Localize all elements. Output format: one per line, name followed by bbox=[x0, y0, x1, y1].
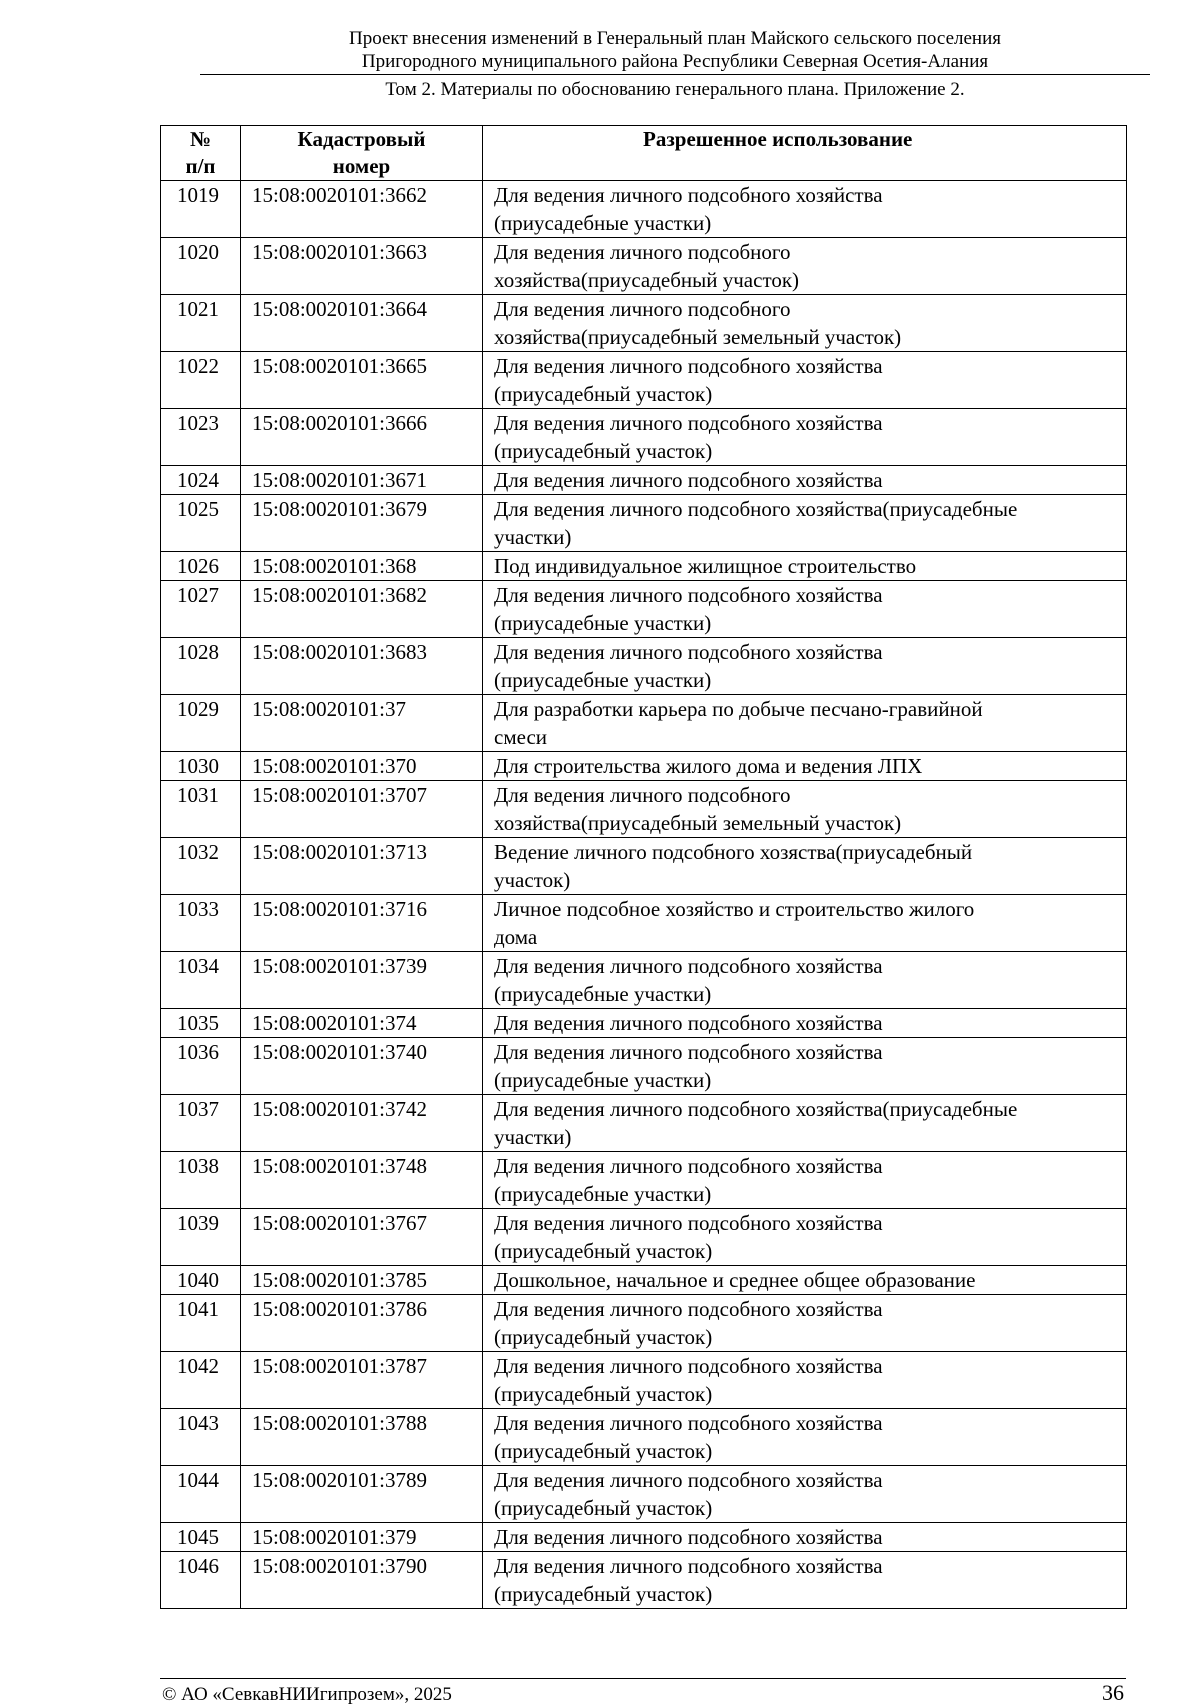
table-row bbox=[161, 752, 1127, 781]
permitted-use-line: Для ведения личного подсобного хозяйства bbox=[494, 1297, 883, 1321]
table-row bbox=[161, 238, 1127, 295]
permitted-use-line: Для ведения личного подсобного хозяйства bbox=[494, 1554, 883, 1578]
permitted-use-line: (приусадебный участок) bbox=[494, 1439, 713, 1463]
row-number-cell: 1019 bbox=[161, 181, 241, 238]
permitted-use-line: Для ведения личного подсобного хозяйства bbox=[494, 1354, 883, 1378]
permitted-use-line: Для ведения личного подсобного хозяйства bbox=[494, 468, 883, 492]
permitted-use-line: (приусадебный участок) bbox=[494, 1325, 713, 1349]
permitted-use-cell bbox=[483, 181, 1127, 238]
row-number-cell: 1045 bbox=[161, 1523, 241, 1552]
permitted-use-line: Для ведения личного подсобного bbox=[494, 783, 791, 807]
permitted-use-cell bbox=[483, 1523, 1127, 1552]
row-number-cell: 1022 bbox=[161, 352, 241, 409]
row-number-cell: 1041 bbox=[161, 1295, 241, 1352]
header-title-line-2: Пригородного муниципального района Республики Северная Осетия-Алания bbox=[361, 51, 989, 72]
permitted-use-line: Для ведения личного подсобного хозяйства bbox=[494, 1468, 883, 1492]
table-row bbox=[161, 895, 1127, 952]
cadastral-number-cell: 15:08:0020101:3671 bbox=[241, 466, 483, 495]
row-number-cell: 1020 bbox=[161, 238, 241, 295]
permitted-use-line: Для ведения личного подсобного хозяйства bbox=[494, 1040, 883, 1064]
permitted-use-line: участки) bbox=[494, 1125, 572, 1149]
cadastral-number-cell: 15:08:0020101:3786 bbox=[241, 1295, 483, 1352]
table-row bbox=[161, 181, 1127, 238]
footer-copyright: © АО «СевкавНИИгипрозем», 2025 bbox=[162, 1684, 452, 1705]
permitted-use-line: хозяйства(приусадебный участок) bbox=[494, 268, 800, 292]
permitted-use-line: Для ведения личного подсобного хозяйства bbox=[494, 1154, 883, 1178]
table-row bbox=[161, 352, 1127, 409]
row-number-cell: 1035 bbox=[161, 1009, 241, 1038]
cadastral-number-cell: 15:08:0020101:3713 bbox=[241, 838, 483, 895]
permitted-use-line: (приусадебные участки) bbox=[494, 611, 712, 635]
cadastral-number-cell: 15:08:0020101:3740 bbox=[241, 1038, 483, 1095]
table-row bbox=[161, 1295, 1127, 1352]
cadastral-number-cell: 15:08:0020101:3663 bbox=[241, 238, 483, 295]
header-title-line-1: Проект внесения изменений в Генеральный план Майского сельского поселения bbox=[348, 28, 1001, 49]
permitted-use-cell bbox=[483, 1095, 1127, 1152]
cadastral-number-cell: 15:08:0020101:379 bbox=[241, 1523, 483, 1552]
cadastral-number-cell: 15:08:0020101:3788 bbox=[241, 1409, 483, 1466]
row-number-cell: 1021 bbox=[161, 295, 241, 352]
table-row bbox=[161, 1466, 1127, 1523]
table-row bbox=[161, 466, 1127, 495]
row-number-cell: 1023 bbox=[161, 409, 241, 466]
cadastral-number-cell: 15:08:0020101:3662 bbox=[241, 181, 483, 238]
permitted-use-cell bbox=[483, 638, 1127, 695]
permitted-use-cell bbox=[483, 1266, 1127, 1295]
permitted-use-cell bbox=[483, 952, 1127, 1009]
permitted-use-cell bbox=[483, 1038, 1127, 1095]
header-cadastral-line-2: номер bbox=[332, 154, 391, 178]
footer-page-number: 36 bbox=[1102, 1680, 1124, 1705]
permitted-use-cell bbox=[483, 1209, 1127, 1266]
permitted-use-line: хозяйства(приусадебный земельный участок) bbox=[494, 811, 902, 835]
permitted-use-line: Личное подсобное хозяйство и строительство жилого bbox=[494, 897, 975, 921]
row-number-cell: 1028 bbox=[161, 638, 241, 695]
permitted-use-line: Для ведения личного подсобного хозяйства(приусадебные bbox=[494, 1097, 1018, 1121]
cadastral-number-cell: 15:08:0020101:3742 bbox=[241, 1095, 483, 1152]
cadastral-number-cell: 15:08:0020101:3707 bbox=[241, 781, 483, 838]
header-number bbox=[161, 126, 241, 181]
cadastral-number-cell: 15:08:0020101:370 bbox=[241, 752, 483, 781]
table-row bbox=[161, 1209, 1127, 1266]
permitted-use-line: дома bbox=[494, 925, 538, 949]
row-number-cell: 1038 bbox=[161, 1152, 241, 1209]
permitted-use-cell bbox=[483, 466, 1127, 495]
permitted-use-line: Для ведения личного подсобного хозяйства bbox=[494, 183, 883, 207]
row-number-cell: 1024 bbox=[161, 466, 241, 495]
row-number-cell: 1025 bbox=[161, 495, 241, 552]
cadastral-number-cell: 15:08:0020101:3682 bbox=[241, 581, 483, 638]
permitted-use-cell bbox=[483, 352, 1127, 409]
header-number-line-2: п/п bbox=[185, 154, 216, 178]
row-number-cell: 1042 bbox=[161, 1352, 241, 1409]
permitted-use-cell bbox=[483, 695, 1127, 752]
permitted-use-line: (приусадебный участок) bbox=[494, 1582, 713, 1606]
table-row bbox=[161, 1152, 1127, 1209]
table-row bbox=[161, 781, 1127, 838]
permitted-use-line: Для разработки карьера по добыче песчано-гравийной bbox=[494, 697, 983, 721]
row-number-cell: 1046 bbox=[161, 1552, 241, 1609]
permitted-use-line: Для ведения личного подсобного хозяйства bbox=[494, 954, 883, 978]
permitted-use-cell bbox=[483, 295, 1127, 352]
permitted-use-line: Для ведения личного подсобного хозяйства(приусадебные bbox=[494, 497, 1018, 521]
cadastral-number-cell: 15:08:0020101:3790 bbox=[241, 1552, 483, 1609]
table-row bbox=[161, 1095, 1127, 1152]
header-volume-line: Том 2. Материалы по обоснованию генерального плана. Приложение 2. bbox=[385, 79, 965, 100]
permitted-use-line: Для ведения личного подсобного хозяйства bbox=[494, 583, 883, 607]
permitted-use-cell bbox=[483, 1352, 1127, 1409]
permitted-use-line: (приусадебный участок) bbox=[494, 382, 713, 406]
permitted-use-line: Для ведения личного подсобного хозяйства bbox=[494, 411, 883, 435]
permitted-use-line: (приусадебные участки) bbox=[494, 982, 712, 1006]
cadastral-number-cell: 15:08:0020101:3739 bbox=[241, 952, 483, 1009]
cadastral-number-cell: 15:08:0020101:374 bbox=[241, 1009, 483, 1038]
permitted-use-line: (приусадебные участки) bbox=[494, 1182, 712, 1206]
permitted-use-cell bbox=[483, 581, 1127, 638]
cadastral-number-cell: 15:08:0020101:3748 bbox=[241, 1152, 483, 1209]
cadastral-number-cell: 15:08:0020101:3787 bbox=[241, 1352, 483, 1409]
table-row bbox=[161, 295, 1127, 352]
header-cadastral-line-1: Кадастровый bbox=[297, 127, 426, 151]
row-number-cell: 1030 bbox=[161, 752, 241, 781]
cadastral-number-cell: 15:08:0020101:368 bbox=[241, 552, 483, 581]
permitted-use-line: Для ведения личного подсобного хозяйства bbox=[494, 1411, 883, 1435]
table-row bbox=[161, 1409, 1127, 1466]
permitted-use-line: (приусадебные участки) bbox=[494, 1068, 712, 1092]
permitted-use-cell bbox=[483, 495, 1127, 552]
permitted-use-line: Для ведения личного подсобного хозяйства bbox=[494, 1211, 883, 1235]
permitted-use-line: смеси bbox=[494, 725, 548, 749]
permitted-use-line: Для ведения личного подсобного хозяйства bbox=[494, 640, 883, 664]
permitted-use-cell bbox=[483, 1295, 1127, 1352]
permitted-use-cell bbox=[483, 1409, 1127, 1466]
permitted-use-line: (приусадебный участок) bbox=[494, 439, 713, 463]
row-number-cell: 1034 bbox=[161, 952, 241, 1009]
permitted-use-line: (приусадебный участок) bbox=[494, 1382, 713, 1406]
row-number-cell: 1029 bbox=[161, 695, 241, 752]
cadastral-number-cell: 15:08:0020101:3665 bbox=[241, 352, 483, 409]
table-row bbox=[161, 638, 1127, 695]
table-row bbox=[161, 1523, 1127, 1552]
row-number-cell: 1044 bbox=[161, 1466, 241, 1523]
permitted-use-line: Дошкольное, начальное и среднее общее образование bbox=[494, 1268, 976, 1292]
header-permitted-use: Разрешенное использование bbox=[483, 126, 1127, 181]
cadastral-number-cell: 15:08:0020101:3767 bbox=[241, 1209, 483, 1266]
cadastral-number-cell: 15:08:0020101:3666 bbox=[241, 409, 483, 466]
header-number-line-1: № bbox=[189, 127, 212, 151]
permitted-use-cell bbox=[483, 1466, 1127, 1523]
permitted-use-line: Для ведения личного подсобного хозяйства bbox=[494, 1011, 883, 1035]
row-number-cell: 1037 bbox=[161, 1095, 241, 1152]
permitted-use-line: участки) bbox=[494, 525, 572, 549]
row-number-cell: 1039 bbox=[161, 1209, 241, 1266]
footer-rule bbox=[160, 1678, 1126, 1679]
permitted-use-line: Для ведения личного подсобного bbox=[494, 297, 791, 321]
permitted-use-line: (приусадебный участок) bbox=[494, 1496, 713, 1520]
table-row bbox=[161, 495, 1127, 552]
table-row bbox=[161, 1266, 1127, 1295]
table-row bbox=[161, 1038, 1127, 1095]
cadastral-number-cell: 15:08:0020101:3785 bbox=[241, 1266, 483, 1295]
table-row bbox=[161, 1352, 1127, 1409]
permitted-use-line: Для ведения личного подсобного хозяйства bbox=[494, 354, 883, 378]
header-cadastral bbox=[241, 126, 483, 181]
permitted-use-cell bbox=[483, 752, 1127, 781]
cadastral-table bbox=[160, 125, 1127, 1609]
row-number-cell: 1027 bbox=[161, 581, 241, 638]
permitted-use-line: Для ведения личного подсобного хозяйства bbox=[494, 1525, 883, 1549]
cadastral-number-cell: 15:08:0020101:3716 bbox=[241, 895, 483, 952]
row-number-cell: 1031 bbox=[161, 781, 241, 838]
cadastral-number-cell: 15:08:0020101:3664 bbox=[241, 295, 483, 352]
permitted-use-cell bbox=[483, 1009, 1127, 1038]
row-number-cell: 1032 bbox=[161, 838, 241, 895]
table-row bbox=[161, 552, 1127, 581]
cadastral-number-cell: 15:08:0020101:3683 bbox=[241, 638, 483, 695]
table-row bbox=[161, 409, 1127, 466]
permitted-use-line: Под индивидуальное жилищное строительство bbox=[494, 554, 917, 578]
cadastral-number-cell: 15:08:0020101:37 bbox=[241, 695, 483, 752]
permitted-use-cell bbox=[483, 1152, 1127, 1209]
table-row bbox=[161, 1552, 1127, 1609]
permitted-use-cell bbox=[483, 552, 1127, 581]
row-number-cell: 1043 bbox=[161, 1409, 241, 1466]
permitted-use-line: (приусадебный участок) bbox=[494, 1239, 713, 1263]
permitted-use-cell bbox=[483, 238, 1127, 295]
header-rule bbox=[200, 74, 1150, 75]
permitted-use-line: хозяйства(приусадебный земельный участок) bbox=[494, 325, 902, 349]
permitted-use-line: участок) bbox=[494, 868, 571, 892]
permitted-use-line: (приусадебные участки) bbox=[494, 668, 712, 692]
permitted-use-cell bbox=[483, 1552, 1127, 1609]
permitted-use-cell bbox=[483, 409, 1127, 466]
row-number-cell: 1040 bbox=[161, 1266, 241, 1295]
row-number-cell: 1036 bbox=[161, 1038, 241, 1095]
permitted-use-line: Для строительства жилого дома и ведения ЛПХ bbox=[494, 754, 923, 778]
table-row bbox=[161, 838, 1127, 895]
permitted-use-line: (приусадебные участки) bbox=[494, 211, 712, 235]
table-row bbox=[161, 1009, 1127, 1038]
row-number-cell: 1033 bbox=[161, 895, 241, 952]
table-row bbox=[161, 581, 1127, 638]
permitted-use-line: Ведение личного подсобного хозяства(приусадебный bbox=[494, 840, 973, 864]
permitted-use-cell bbox=[483, 838, 1127, 895]
table-row bbox=[161, 952, 1127, 1009]
cadastral-number-cell: 15:08:0020101:3789 bbox=[241, 1466, 483, 1523]
cadastral-number-cell: 15:08:0020101:3679 bbox=[241, 495, 483, 552]
permitted-use-cell bbox=[483, 781, 1127, 838]
table-row bbox=[161, 695, 1127, 752]
table-header-row bbox=[161, 126, 1127, 181]
row-number-cell: 1026 bbox=[161, 552, 241, 581]
permitted-use-cell bbox=[483, 895, 1127, 952]
permitted-use-line: Для ведения личного подсобного bbox=[494, 240, 791, 264]
